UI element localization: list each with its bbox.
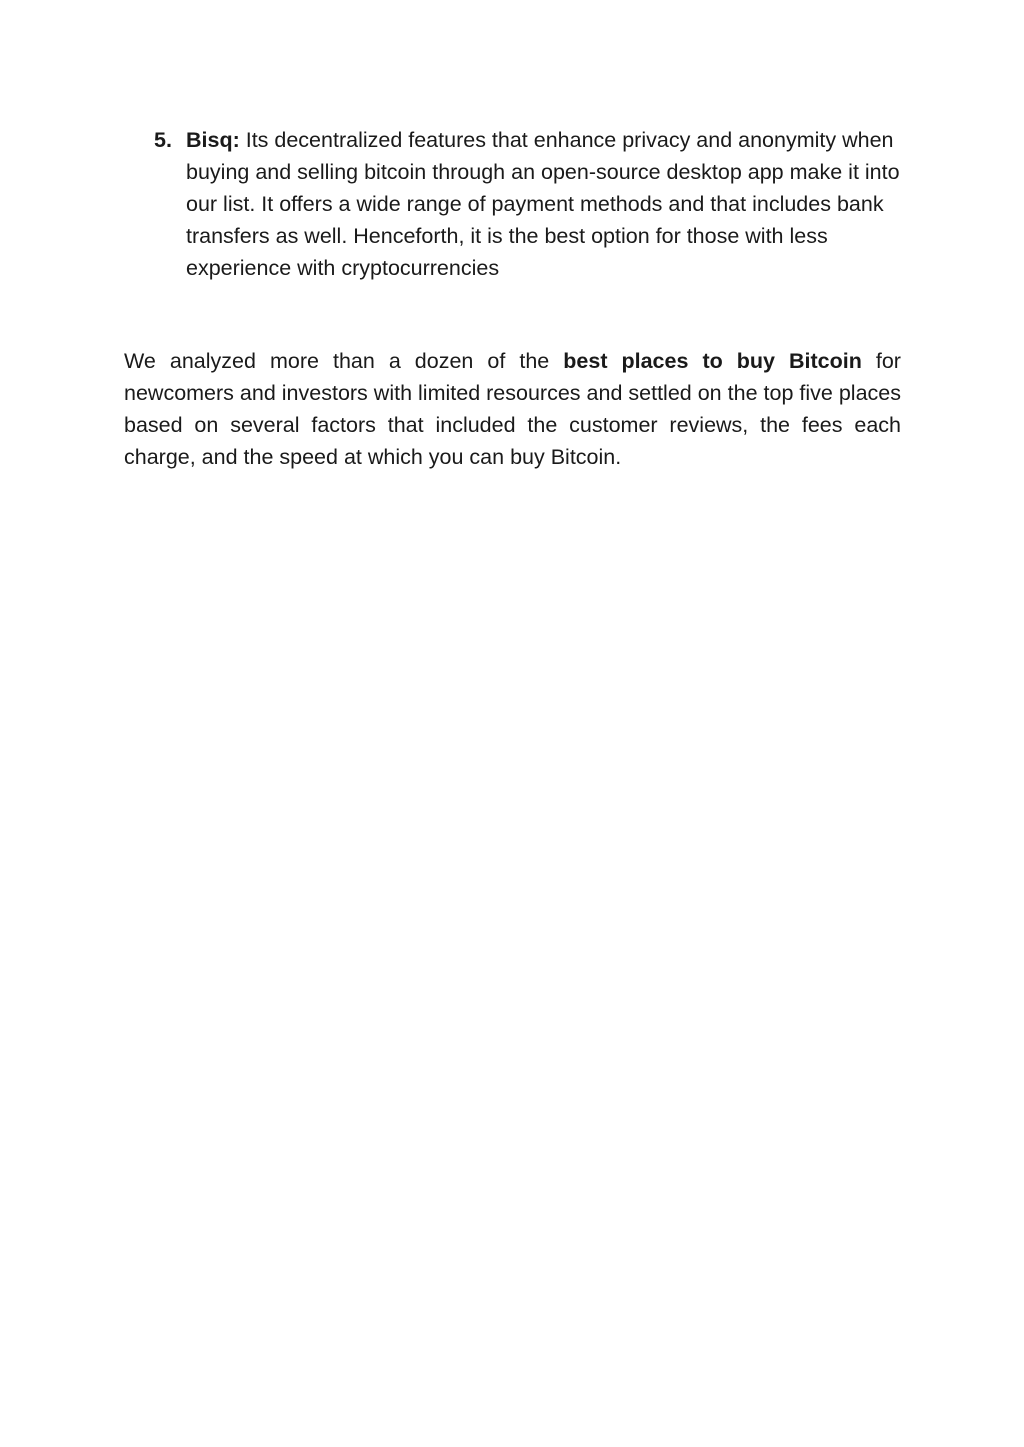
summary-paragraph <box>124 345 901 473</box>
list-item-number: 5. <box>154 128 172 152</box>
paragraph-bold-phrase: best places to buy Bitcoin <box>563 349 862 373</box>
list-item-body <box>186 124 904 284</box>
list-item-bisq <box>154 124 914 284</box>
paragraph-text-before: We analyzed more than a dozen of the <box>124 349 564 373</box>
list-item-text: Its decentralized features that enhance privacy and anonymity when buying and selling bitcoin through an open-source desktop app make it into our list. It offers a wide range of payment methods and that includes bank transfers as well. Henceforth, it is the best option for those with less experience with cryptocurrencies <box>186 128 900 280</box>
list-item-term: Bisq: <box>186 128 240 152</box>
paragraph-text-after: for newcomers and investors with limited resources and settled on the top five places based on several factors that included the customer reviews, the fees each charge, and the speed at which you can buy Bitcoin. <box>124 349 901 469</box>
